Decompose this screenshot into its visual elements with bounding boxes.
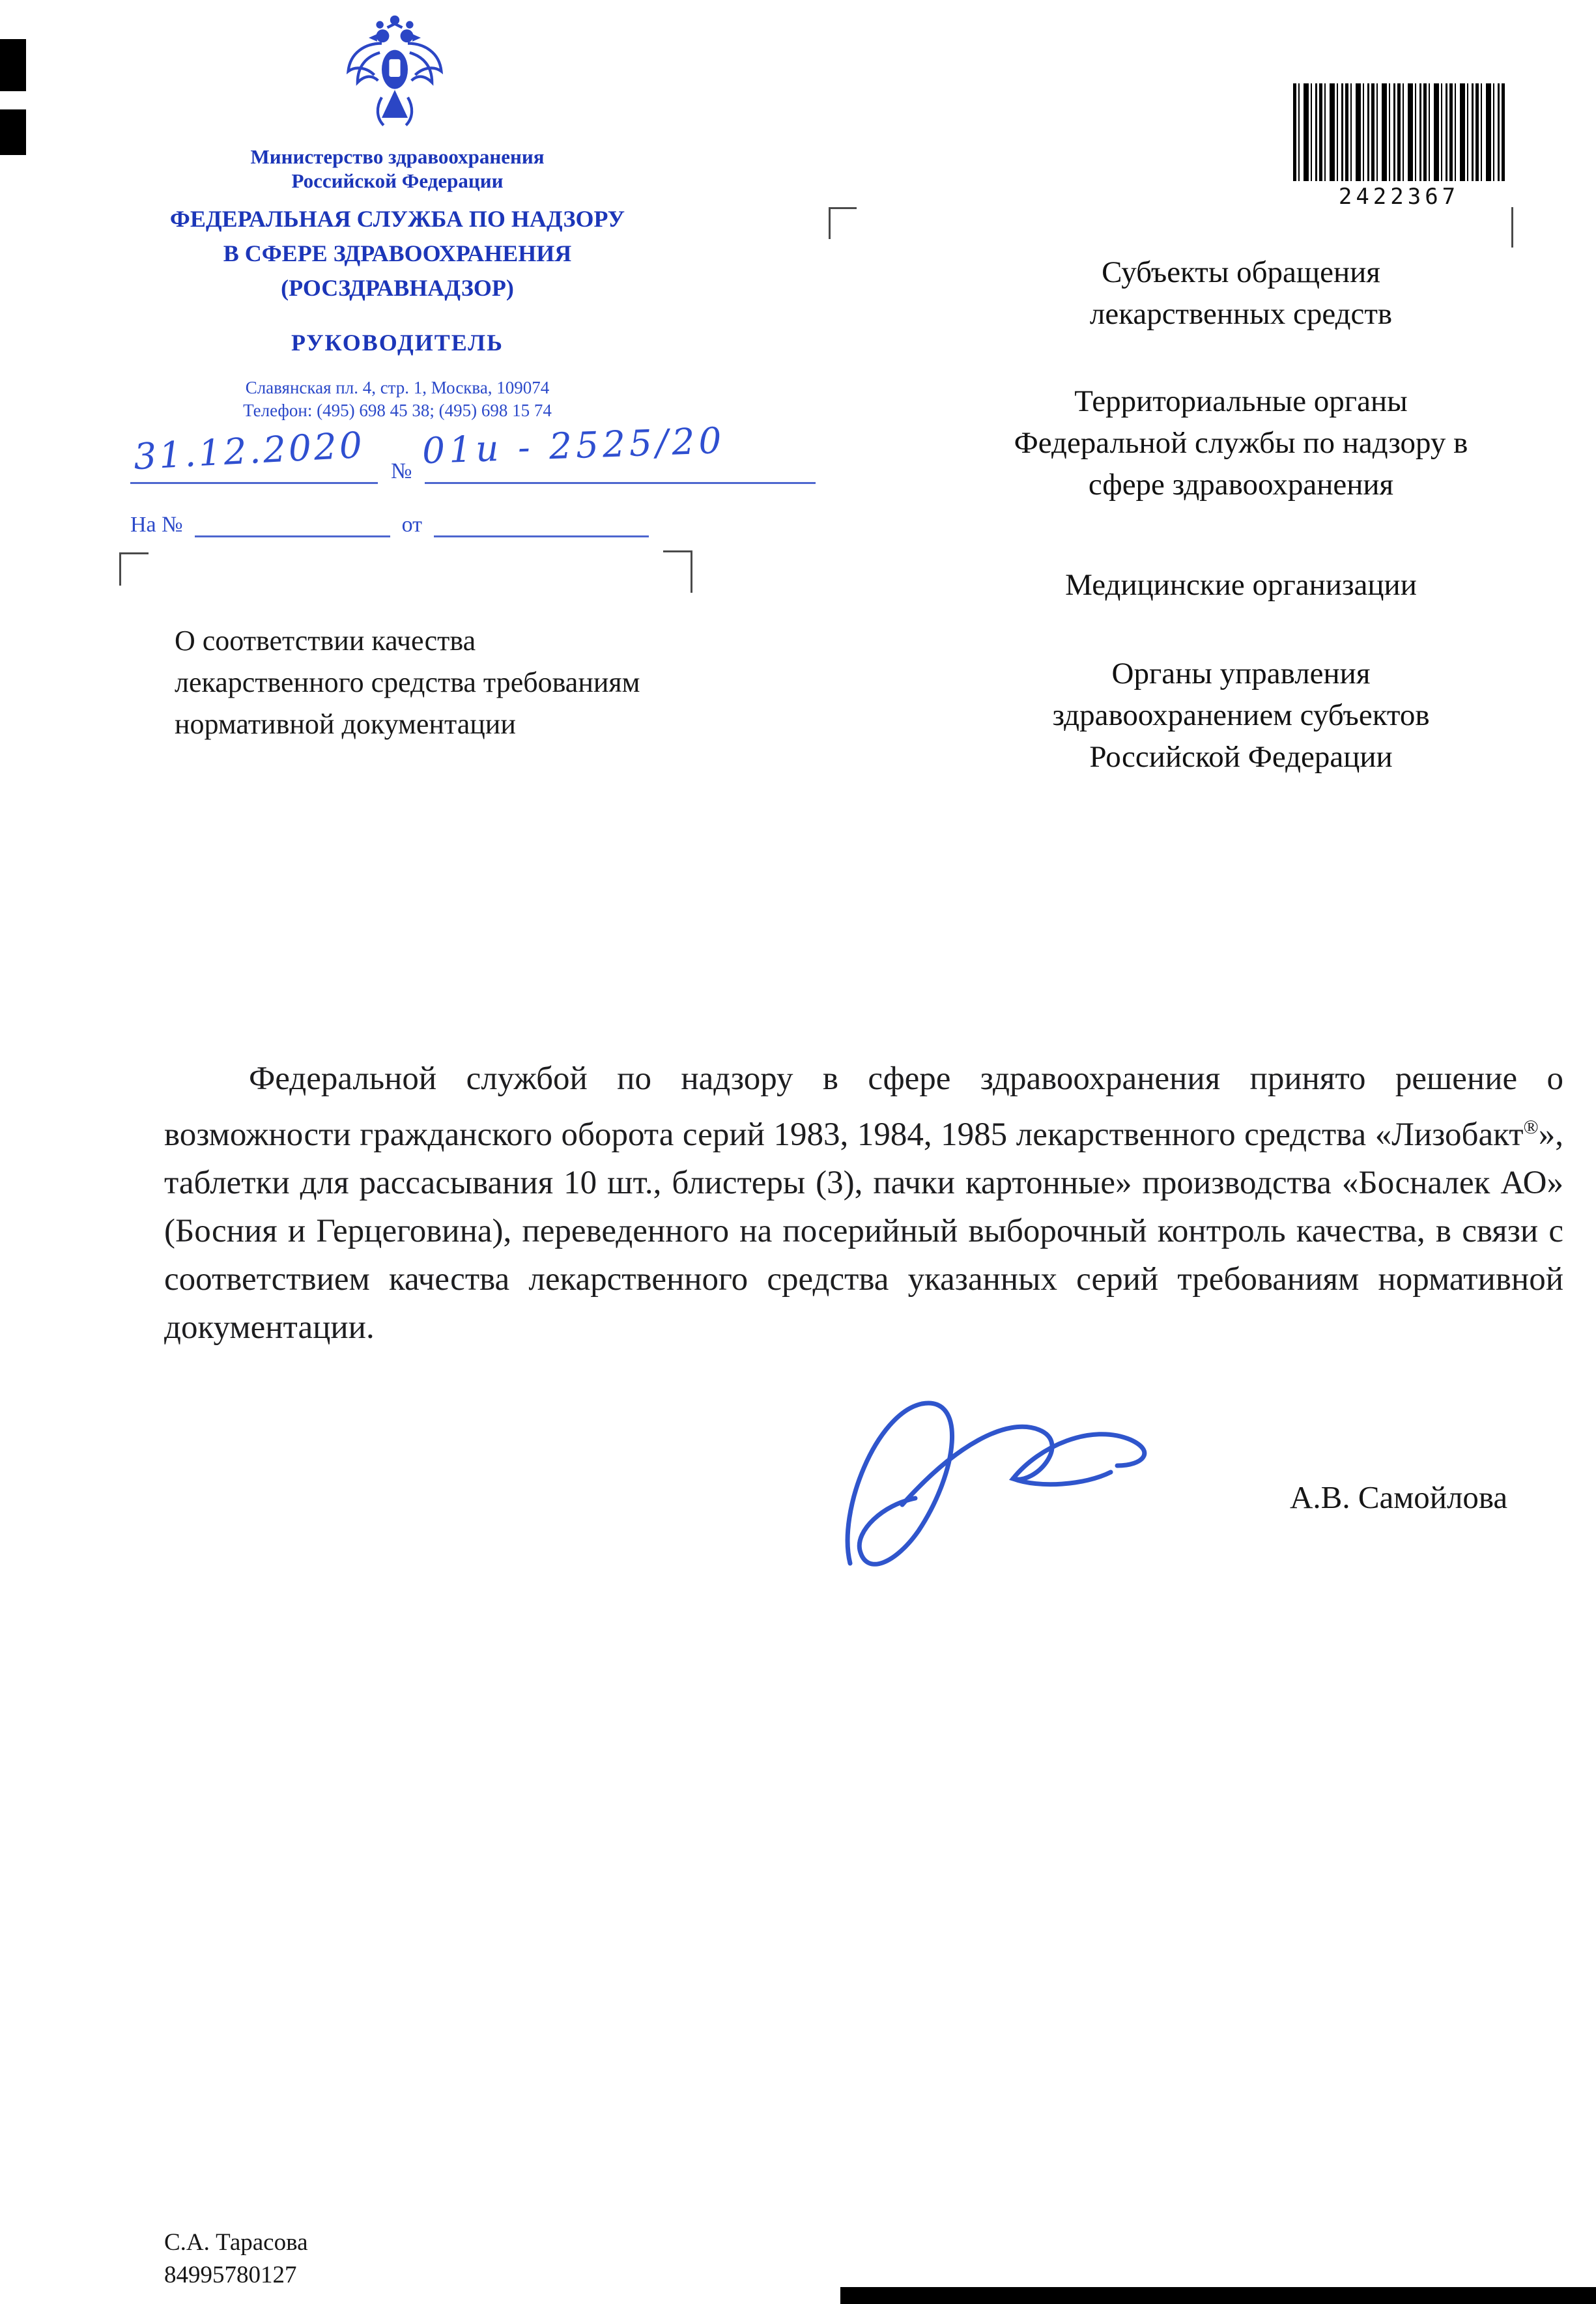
corner-mark: [1511, 207, 1513, 248]
service-name: [117, 202, 677, 306]
ot-blank-line: [434, 509, 649, 537]
scan-artifact-square: [0, 39, 26, 91]
addressee-block: [945, 251, 1537, 335]
subject-text: [175, 620, 640, 745]
addressee-line: Субъекты обращения: [1102, 255, 1380, 289]
barcode: [1293, 83, 1505, 181]
ot-label: от: [401, 513, 423, 537]
executor-name: С.А. Тарасова: [164, 2229, 308, 2256]
corner-mark: [119, 552, 149, 586]
executor-phone: 84995780127: [164, 2262, 297, 2288]
body-paragraph: [164, 1055, 1563, 1352]
addressee-line: Органы управления: [1111, 657, 1371, 690]
scan-artifact-square: [0, 109, 26, 155]
addressee-line: Федеральной службы по надзору в: [1014, 426, 1468, 460]
addressee-block: [945, 564, 1537, 606]
subject-line: нормативной документации: [175, 708, 516, 740]
corner-mark: [829, 207, 857, 239]
addressee-line: Российской Федерации: [1089, 740, 1393, 774]
na-blank-line: [195, 509, 390, 537]
subject-line: лекарственного средства требованиям: [175, 666, 640, 698]
addressee-block: [945, 380, 1537, 505]
coat-of-arms-icon: [339, 12, 451, 142]
addressee-line: Медицинские организации: [1065, 568, 1417, 602]
number-sign: №: [391, 459, 412, 483]
incoming-ref-row: [130, 509, 649, 537]
registered-trademark-symbol: ®: [1523, 1116, 1539, 1138]
body-text: », таблетки для рассасывания 10 шт., блистеры (3), пачки картонные» производства «Босналек АО» (Босния и Герцеговина), переведенного на посерийный выборочный контроль качества, в связи с соответствием качества лекарственного средства указанных серий требованиям нормативной документации.: [164, 1116, 1563, 1346]
outgoing-number-handwritten: 01и - 2525/20: [421, 419, 726, 472]
signature-stroke: [805, 1368, 1182, 1596]
ministry-name: [117, 145, 677, 193]
phone-line: Телефон: (495) 698 45 38; (495) 698 15 74: [243, 401, 552, 420]
addressee-line: лекарственных средств: [1089, 297, 1393, 331]
ministry-line1: Министерство здравоохранения: [250, 145, 545, 168]
subject-line: О соответствии качества: [175, 625, 476, 657]
contact-block: [117, 377, 677, 422]
address-line: Славянская пл. 4, стр. 1, Москва, 109074: [245, 378, 550, 397]
addressee-line: Территориальные органы: [1074, 384, 1408, 418]
outgoing-date-handwritten: 31.12.2020: [132, 423, 366, 478]
corner-mark: [663, 550, 692, 593]
ministry-line2: Российской Федерации: [291, 169, 504, 192]
addressee-block: [945, 653, 1537, 778]
barcode-number: 2422367: [1338, 184, 1460, 210]
service-line2: В СФЕРЕ ЗДРАВООХРАНЕНИЯ: [223, 240, 572, 266]
addressee-line: сфере здравоохранения: [1088, 468, 1394, 502]
service-line3: (РОСЗДРАВНАДЗОР): [281, 275, 514, 301]
executor-block: [164, 2226, 308, 2292]
scan-artifact-bottom-bar: [840, 2287, 1596, 2304]
role-title: РУКОВОДИТЕЛЬ: [291, 330, 504, 356]
na-label: На №: [130, 513, 183, 537]
service-line1: ФЕДЕРАЛЬНАЯ СЛУЖБА ПО НАДЗОРУ: [169, 206, 625, 232]
signer-name: А.В. Самойлова: [1290, 1479, 1508, 1515]
body-text: Федеральной службой по надзору в сфере здравоохранения принято решение о возможности гражданского оборота серий 1983, 1984, 1985 лекарственного средства «Лизобакт: [164, 1060, 1563, 1153]
addressee-line: здравоохранением субъектов: [1052, 698, 1430, 732]
